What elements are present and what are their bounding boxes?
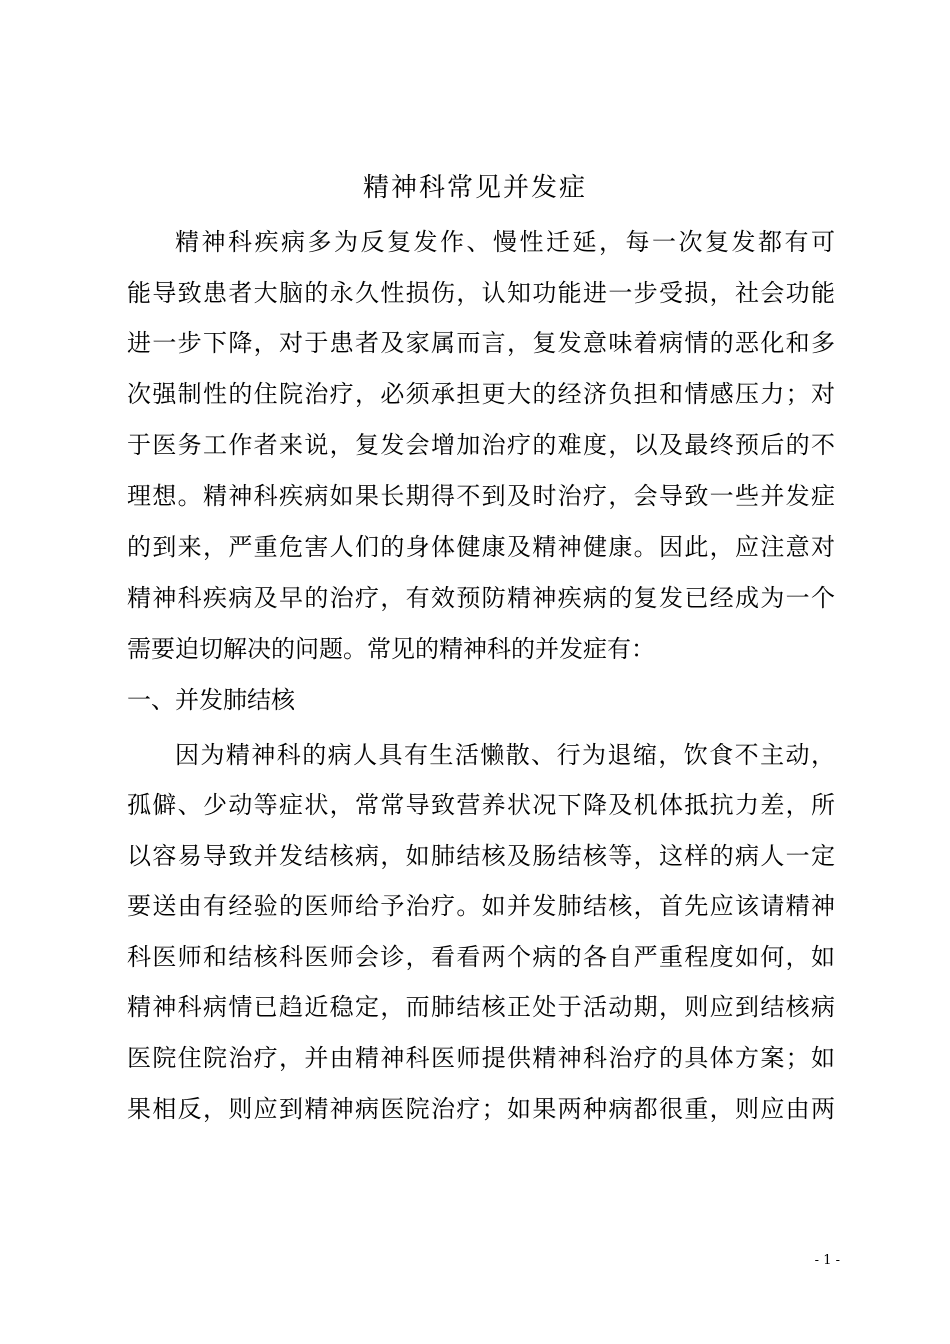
section1-line-3: 以容易导致并发结核病，如肺结核及肠结核等，这样的病人一定 xyxy=(127,842,835,870)
intro-line-5: 于医务工作者来说，复发会增加治疗的难度，以及最终预后的不 xyxy=(127,431,835,459)
intro-line-3: 进一步下降，对于患者及家属而言，复发意味着病情的恶化和多 xyxy=(127,329,835,357)
section1-line-5: 科医师和结核科医师会诊，看看两个病的各自严重程度如何，如 xyxy=(127,943,835,971)
intro-line-9: 需要迫切解决的问题。常见的精神科的并发症有： xyxy=(127,635,655,663)
section-heading-1: 一、并发肺结核 xyxy=(127,686,295,714)
section1-line-6: 精神科病情已趋近稳定，而肺结核正处于活动期，则应到结核病 xyxy=(127,993,835,1021)
intro-line-2: 能导致患者大脑的永久性损伤，认知功能进一步受损，社会功能 xyxy=(127,279,835,307)
intro-line-6: 理想。精神科疾病如果长期得不到及时治疗，会导致一些并发症 xyxy=(127,482,835,510)
section1-line-2: 孤僻、少动等症状，常常导致营养状况下降及机体抵抗力差，所 xyxy=(127,791,835,819)
intro-line-4: 次强制性的住院治疗，必须承担更大的经济负担和情感压力；对 xyxy=(127,380,835,408)
section1-line-8: 果相反，则应到精神病医院治疗；如果两种病都很重，则应由两 xyxy=(127,1095,835,1123)
section1-line-1: 因为精神科的病人具有生活懒散、行为退缩，饮食不主动， xyxy=(175,741,835,769)
page-number: - 1 - xyxy=(814,1253,840,1268)
intro-line-7: 的到来，严重危害人们的身体健康及精神健康。因此，应注意对 xyxy=(127,533,835,561)
document-title: 精神科常见并发症 xyxy=(362,173,587,203)
section1-line-7: 医院住院治疗，并由精神科医师提供精神科治疗的具体方案；如 xyxy=(127,1044,835,1072)
intro-line-8: 精神科疾病及早的治疗，有效预防精神疾病的复发已经成为一个 xyxy=(127,584,835,612)
section1-line-4: 要送由有经验的医师给予治疗。如并发肺结核，首先应该请精神 xyxy=(127,892,835,920)
intro-line-1: 精神科疾病多为反复发作、慢性迁延，每一次复发都有可 xyxy=(175,228,835,256)
